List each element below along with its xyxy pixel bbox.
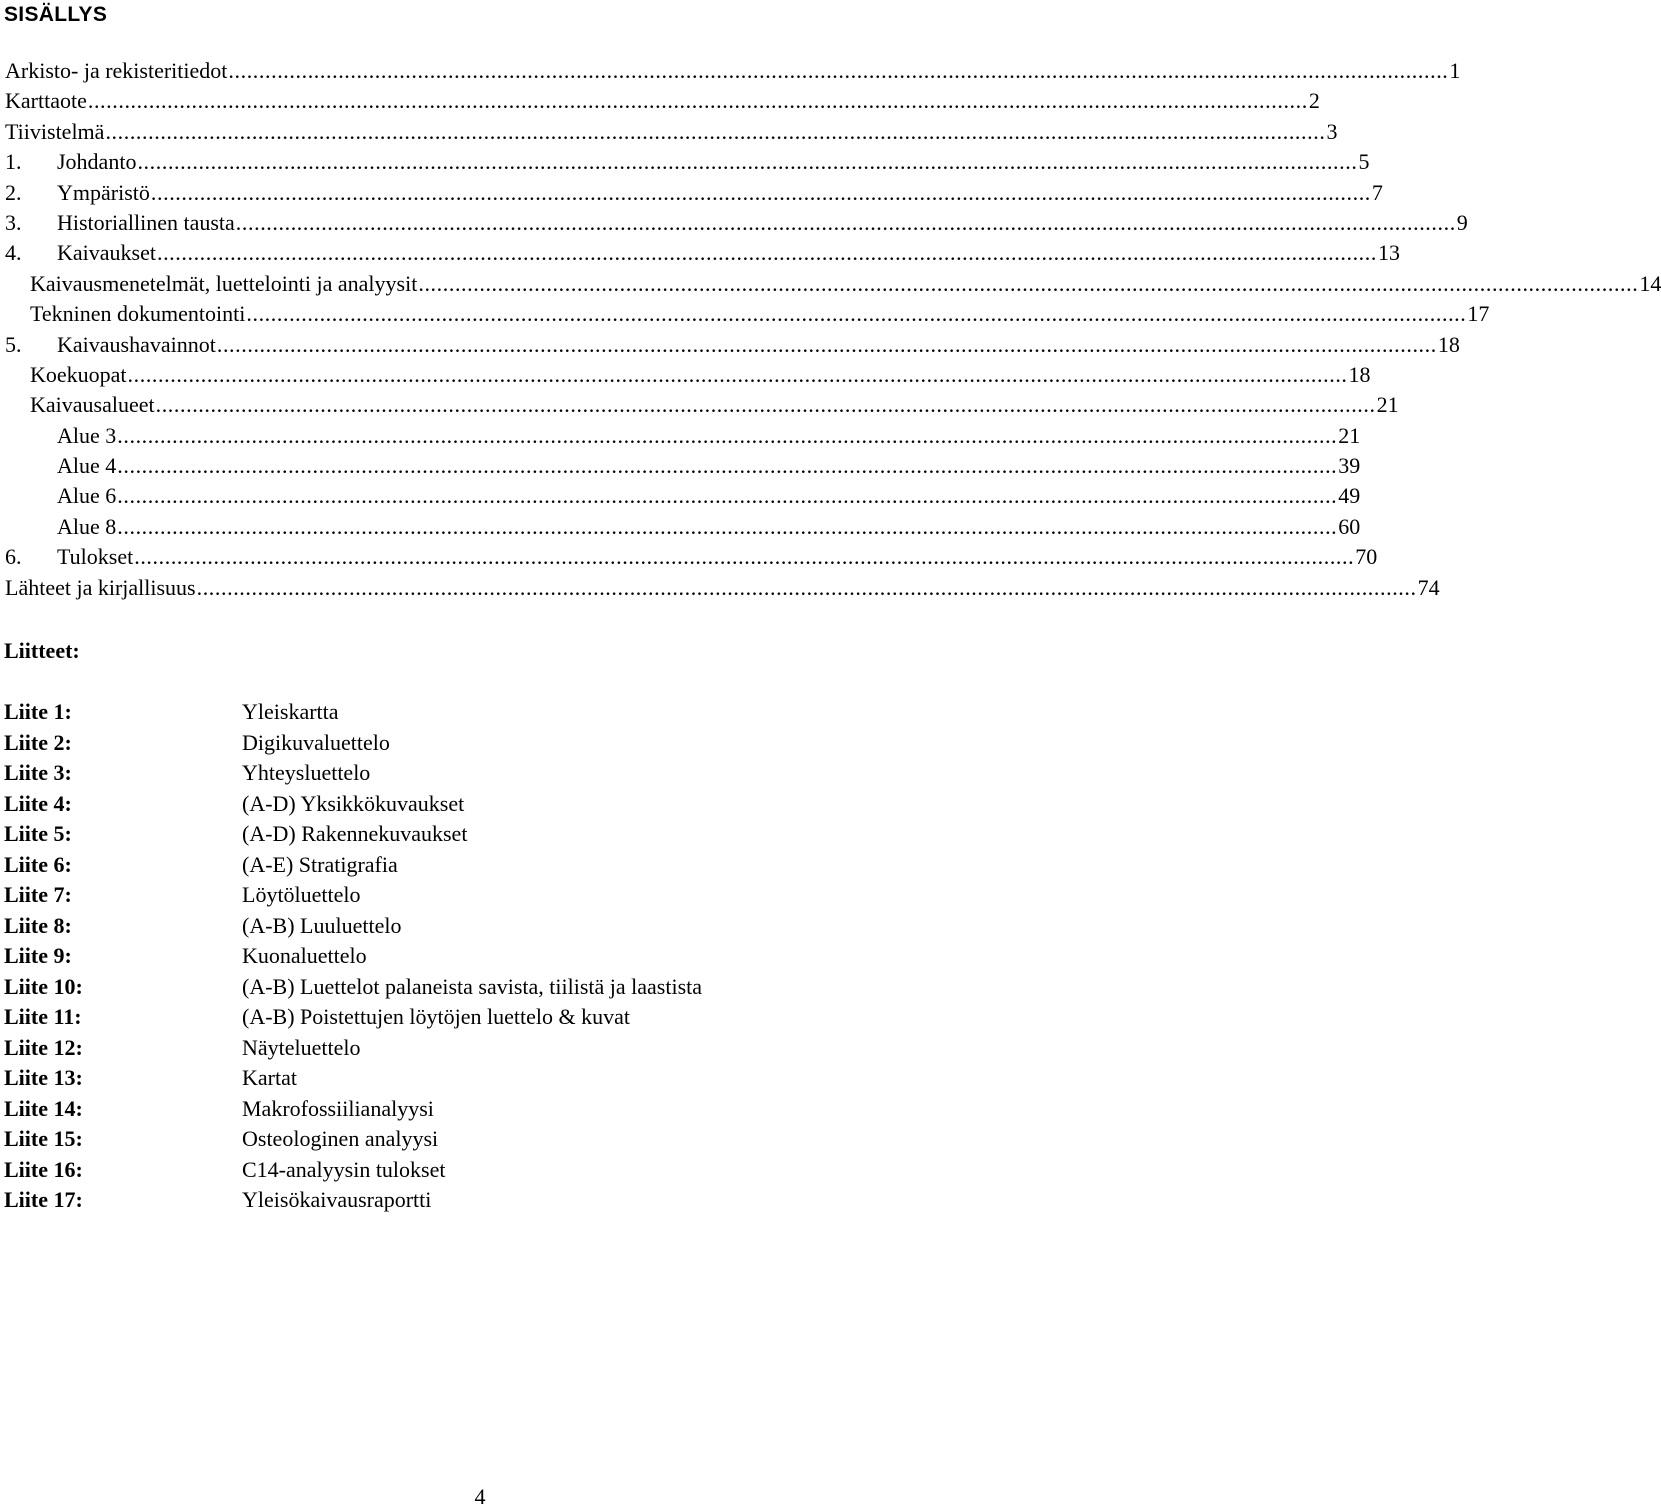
toc-entry-title: Tulokset [57,544,134,570]
toc-dot-leader: ........................................................................................................................................................................................................ [117,422,1338,448]
appendix-label: Liite 12: [4,1034,83,1060]
appendix-label: Liite 15: [4,1126,83,1151]
appendix-row [4,728,944,759]
toc-entry-page: 13 [1377,240,1400,266]
page-number: 4 [474,1484,486,1509]
appendix-description: Digikuvaluettelo [242,729,390,755]
toc-dot-leader: ........................................................................................................................................................................................................ [228,58,1449,83]
toc-dot-leader: ........................................................................................................................................................................................................ [87,88,1308,114]
appendix-label: Liite 4: [4,790,72,816]
appendix-description: (A-B) Luettelot palaneista savista, tiilistä ja laastista [242,973,703,999]
toc-entry-page: 74 [1417,574,1440,600]
toc-entry-title: Johdanto [57,149,137,175]
toc-entry-page: 18 [1437,331,1460,357]
toc-entry-number: 5. [5,331,22,357]
appendix-label: Liite 2: [4,729,72,755]
appendix-description: Osteologinen analyysi [242,1126,439,1151]
toc-dot-leader: ........................................................................................................................................................................................................ [156,240,1377,266]
page-title: SISÄLLYS [4,3,108,26]
toc-entry-title: Kaivaukset [57,240,156,266]
toc-entry [5,147,1370,177]
appendix-description: (A-E) Stratigrafia [242,851,398,877]
toc-entry-page: 60 [1338,513,1361,539]
appendix-label: Liite 8: [4,912,72,938]
toc-dot-leader: ........................................................................................................................................................................................................ [117,513,1338,539]
toc-entry [5,512,1361,542]
appendix-row [4,1063,944,1094]
toc-entry [5,390,1399,420]
toc-dot-leader: ........................................................................................................................................................................................................ [246,301,1467,327]
toc-entry-title: Historiallinen tausta [57,209,235,235]
appendix-row [4,911,944,942]
toc-dot-leader: ........................................................................................................................................................................................................ [150,179,1371,205]
toc-entry-title: Alue 4 [57,453,117,479]
appendix-description: (A-D) Rakennekuvaukset [242,821,468,846]
toc-entry [5,481,1361,511]
toc-entry-page: 5 [1358,149,1370,175]
toc-entry-number: 2. [5,179,22,205]
appendix-description: (A-B) Luuluettelo [242,912,402,938]
appendix-description: Yleisökaivausraportti [242,1187,432,1212]
appendix-row [4,1155,944,1186]
toc-entry-number: 6. [5,544,22,570]
appendix-description: Näyteluettelo [242,1034,361,1060]
toc-entry-number: 3. [5,209,22,235]
appendix-row [4,1002,944,1033]
toc-entry [5,178,1383,208]
toc-entry-page: 14 [1639,270,1661,296]
appendix-description: C14-analyysin tulokset [242,1156,446,1182]
toc-entry-page: 21 [1376,392,1399,418]
toc-entry-number: 4. [5,240,22,266]
toc-entry [5,208,1468,238]
appendix-row [4,758,944,789]
appendix-description: Makrofossiilianalyysi [242,1095,434,1121]
toc-entry-title: Kaivausalueet [30,392,155,418]
toc-dot-leader: ........................................................................................................................................................................................................ [235,209,1456,235]
toc-entry [5,56,1461,86]
toc-entry-title: Lähteet ja kirjallisuus [5,574,196,600]
toc-entry-page: 9 [1456,209,1468,235]
toc-dot-leader: ........................................................................................................................................................................................................ [117,453,1338,479]
appendix-label: Liite 16: [4,1156,83,1182]
toc-entry-title: Kaivaushavainnot [57,331,216,357]
appendix-label: Liite 3: [4,760,72,785]
appendix-description: Yleiskartta [242,699,339,724]
table-of-contents [5,56,1661,603]
toc-entry-number: 1. [5,149,22,175]
appendix-row [4,880,944,911]
toc-entry-title: Ympäristö [57,179,150,205]
appendix-label: Liite 14: [4,1095,83,1121]
toc-entry-page: 2 [1308,88,1320,114]
toc-entry [5,86,1320,116]
toc-entry-title: Alue 6 [57,483,117,509]
toc-entry-title: Alue 3 [57,422,117,448]
toc-dot-leader: ........................................................................................................................................................................................................ [196,574,1417,600]
appendix-description: Kartat [242,1065,297,1090]
appendix-row [4,850,944,881]
toc-entry [5,117,1338,147]
toc-dot-leader: ........................................................................................................................................................................................................ [134,544,1355,570]
appendix-description: (A-B) Poistettujen löytöjen luettelo & kuvat [242,1004,630,1029]
appendix-list [4,697,944,1216]
toc-entry-title: Kaivausmenetelmät, luettelointi ja analyysit [30,270,418,296]
appendix-label: Liite 6: [4,851,72,877]
toc-entry [5,542,1378,572]
appendix-description: (A-D) Yksikkökuvaukset [242,790,465,816]
appendix-label: Liite 17: [4,1187,83,1212]
appendix-row [4,1094,944,1125]
toc-entry-title: Alue 8 [57,513,117,539]
appendix-description: Löytöluettelo [242,882,361,907]
appendix-label: Liite 1: [4,699,72,724]
appendix-row [4,819,944,850]
toc-entry-page: 21 [1338,422,1361,448]
toc-entry-title: Tiivistelmä [5,118,105,144]
toc-entry [5,360,1371,390]
toc-entry-title: Arkisto- ja rekisteritiedot [5,58,228,83]
appendix-row [4,789,944,820]
appendix-row [4,972,944,1003]
appendix-row [4,1033,944,1064]
toc-dot-leader: ........................................................................................................................................................................................................ [137,149,1358,175]
appendix-label: Liite 7: [4,882,72,907]
appendix-row [4,697,944,728]
toc-entry-title: Koekuopat [30,361,127,387]
toc-entry-page: 17 [1467,301,1490,327]
toc-entry-page: 70 [1355,544,1378,570]
appendix-label: Liite 13: [4,1065,83,1090]
toc-entry-page: 7 [1371,179,1383,205]
toc-entry [5,269,1661,299]
toc-entry [5,238,1400,268]
toc-dot-leader: ........................................................................................................................................................................................................ [105,118,1326,144]
toc-entry-title: Karttaote [5,88,87,114]
toc-entry-page: 49 [1338,483,1361,509]
appendix-description: Yhteysluettelo [242,760,371,785]
toc-entry-title: Tekninen dokumentointi [30,301,246,327]
toc-entry [5,330,1460,360]
toc-entry [5,421,1361,451]
toc-dot-leader: ........................................................................................................................................................................................................ [216,331,1437,357]
appendix-row [4,941,944,972]
appendix-description: Kuonaluettelo [242,943,367,968]
appendix-row [4,1185,944,1216]
appendix-label: Liite 9: [4,943,72,968]
toc-dot-leader: ........................................................................................................................................................................................................ [155,392,1376,418]
appendix-heading: Liitteet: [4,638,80,663]
toc-entry-page: 39 [1338,453,1361,479]
toc-entry [5,451,1361,481]
appendix-label: Liite 10: [4,973,83,999]
toc-dot-leader: ........................................................................................................................................................................................................ [127,361,1348,387]
toc-entry [5,573,1440,603]
toc-dot-leader: ........................................................................................................................................................................................................ [418,270,1639,296]
toc-entry-page: 3 [1326,118,1338,144]
appendix-label: Liite 11: [4,1004,82,1029]
toc-entry-page: 18 [1348,361,1371,387]
appendix-row [4,1124,944,1155]
toc-dot-leader: ........................................................................................................................................................................................................ [117,483,1338,509]
toc-entry-page: 1 [1449,58,1461,83]
appendix-label: Liite 5: [4,821,72,846]
toc-entry [5,299,1490,329]
